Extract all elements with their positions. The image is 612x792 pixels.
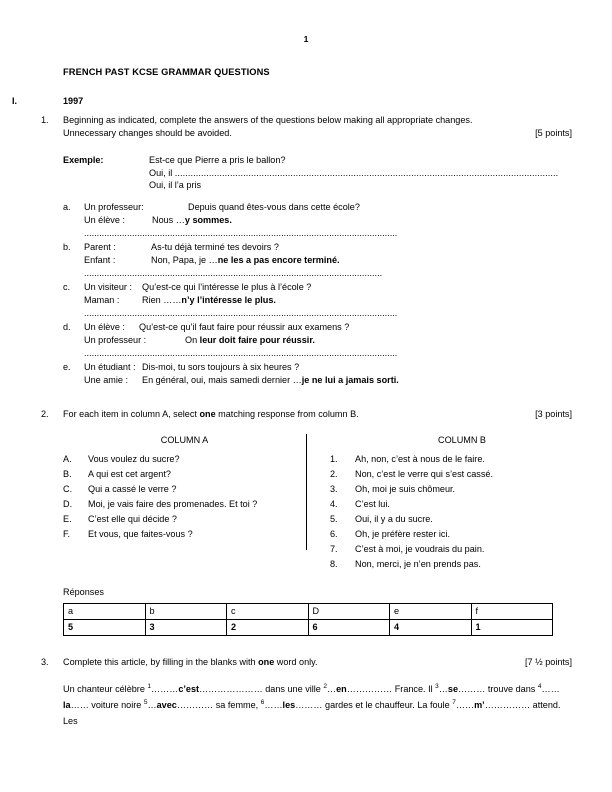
reponses-label: Réponses	[63, 586, 104, 597]
item-a-say-2-plain: Nous …	[152, 214, 185, 225]
item-c-letter: c.	[63, 282, 71, 293]
article-dots-6b: ………	[295, 700, 323, 710]
column-a-header: COLUMN A	[160, 434, 209, 445]
article-dots-4a: ……	[541, 684, 560, 695]
answer-value-a: 5	[64, 620, 146, 636]
list-item	[330, 513, 612, 526]
list-item	[330, 543, 612, 556]
article-dots-7a: ……	[455, 700, 475, 710]
question-2-number: 2.	[41, 409, 49, 420]
question-1-points: [5 points]	[535, 127, 572, 138]
item-e-say-1: Dis-moi, tu sors toujours à six heures ?	[142, 362, 300, 373]
article-dots-3b: ………	[458, 684, 486, 695]
item-d-speaker-1: Un élève :	[84, 322, 125, 333]
column-b-text-1: Non, c’est le verre qui s’est cassé.	[355, 468, 493, 479]
section-year: 1997	[63, 95, 84, 106]
column-b-text-2: Oh, moi je suis chômeur.	[355, 483, 456, 494]
column-a-key-5: F.	[63, 528, 71, 539]
item-e-say-2-bold: je ne lui a jamais sorti.	[301, 374, 399, 385]
column-b-text-7: Non, merci, je n’en prends pas.	[355, 558, 481, 569]
item-b-speaker-2: Enfant :	[84, 254, 116, 265]
article-sup-5: 5	[143, 698, 148, 706]
item-b-say-1: As-tu déjà terminé tes devoirs ?	[151, 242, 279, 253]
column-b-text-4: Oui, il y a du sucre.	[355, 513, 433, 524]
article-dots-1a: ………	[151, 684, 179, 695]
column-a-key-2: C.	[63, 483, 73, 494]
article-answer-5: avec	[156, 700, 177, 710]
answer-header-e: e	[390, 604, 472, 620]
item-e-letter-spacer	[63, 374, 84, 387]
exemple-block	[63, 154, 612, 192]
question-1-number: 1.	[41, 115, 49, 126]
item-b-say-2-bold: ne les a pas encore terminé.	[217, 254, 340, 265]
question-3-prompt-post: word only.	[274, 656, 318, 667]
article-seg-p7: gardes et le chauffeur. La foule	[322, 700, 453, 710]
question-2	[0, 408, 612, 421]
question-1	[0, 114, 612, 139]
column-a-text-4: C’est elle qui décide ?	[88, 513, 177, 524]
article-dots-1b: …………………	[199, 684, 263, 695]
article-sup-7: 7	[452, 698, 456, 706]
question-2-prompt-bold: one	[199, 409, 216, 420]
document-title: FRENCH PAST KCSE GRAMMAR QUESTIONS	[63, 66, 270, 77]
item-b-say-2-plain: Non, Papa, je …	[151, 254, 218, 265]
article-dots-3a: …	[438, 684, 448, 695]
answer-header-f: f	[471, 604, 553, 620]
article-cloze-text	[63, 682, 572, 730]
column-b-key-4: 5.	[330, 513, 338, 524]
column-a-text-5: Et vous, que faites-vous ?	[88, 528, 193, 539]
article-seg-p6: sa femme,	[213, 700, 261, 710]
columns-header-row	[63, 434, 612, 447]
item-a-letter-spacer	[63, 214, 84, 227]
column-b-list	[306, 453, 612, 573]
column-b-text-5: Oh, je préfère rester ici.	[355, 528, 451, 539]
column-a-key-4: E.	[63, 513, 72, 524]
question-1-line1: Beginning as indicated, complete the answers of the questions below making all appropriate changes.	[63, 115, 473, 126]
article-dots-5b: …………	[176, 700, 214, 710]
list-item	[330, 558, 612, 571]
answer-header-a: a	[64, 604, 146, 620]
list-item	[330, 528, 612, 541]
section-heading	[0, 95, 612, 108]
article-dots-7b: ……………	[484, 700, 531, 710]
article-dots-2b: ……………	[346, 684, 393, 695]
answer-value-f: 1	[471, 620, 553, 636]
column-a-key-3: D.	[63, 498, 73, 509]
item-a-speaker-2: Un élève :	[84, 214, 125, 225]
question-3-prompt-bold: one	[258, 656, 275, 667]
item-d-letter: d.	[63, 322, 71, 333]
article-dots-5a: …	[147, 700, 157, 710]
list-item	[330, 468, 612, 481]
item-d-say-2	[152, 334, 612, 347]
column-b-key-5: 6.	[330, 528, 338, 539]
answer-value-b: 3	[145, 620, 227, 636]
article-answer-2: en	[336, 684, 347, 695]
exemple-spacer	[63, 167, 149, 180]
column-a-text-2: Qui a cassé le verre ?	[88, 483, 177, 494]
column-b-key-3: 4.	[330, 498, 338, 509]
article-sup-3: 3	[435, 683, 439, 691]
item-d-letter-spacer	[63, 334, 84, 347]
column-a-text-0: Vous voulez du sucre?	[88, 453, 180, 464]
item-b-letter: b.	[63, 242, 71, 253]
column-b-key-0: 1.	[330, 453, 338, 464]
item-b-letter-spacer	[63, 254, 84, 267]
item-e-say-2	[142, 374, 612, 387]
column-b-key-1: 2.	[330, 468, 338, 479]
column-b-text-0: Ah, non, c’est à nous de le faire.	[355, 453, 485, 464]
answers-table	[63, 603, 553, 635]
item-d-say-1: Qu’est-ce qu’il faut faire pour réussir aux examens ?	[139, 322, 350, 333]
list-item	[63, 483, 306, 496]
question-2-prompt-pre: For each item in column A, select	[63, 409, 200, 420]
list-item	[330, 483, 612, 496]
question-3-points: [7 ½ points]	[524, 656, 572, 667]
item-e-say-2-plain: En général, oui, mais samedi dernier …	[142, 374, 302, 385]
exemple-label: Exemple:	[63, 155, 104, 166]
column-divider-rule	[306, 434, 307, 550]
item-d-say-2-plain: On	[185, 334, 200, 345]
answer-value-d: 6	[308, 620, 390, 636]
article-dots-6a: ……	[264, 700, 283, 710]
table-row	[64, 620, 553, 636]
exemple-blank-dots: ..................................................................................................................................................	[174, 167, 559, 178]
column-b-key-2: 3.	[330, 483, 338, 494]
item-c-say-2-plain: Rien ……	[142, 294, 182, 305]
question-3	[0, 656, 612, 669]
matching-columns	[63, 453, 612, 573]
item-b-speaker-1: Parent :	[84, 242, 116, 253]
exemple-blank-line	[149, 167, 612, 180]
item-e-speaker-2: Une amie :	[84, 374, 128, 385]
question-1-items	[63, 201, 612, 386]
item-e-speaker-1: Un étudiant :	[84, 362, 136, 373]
article-answer-4: la	[63, 700, 71, 710]
item-c-letter-spacer	[63, 294, 84, 307]
question-2-points: [3 points]	[535, 409, 572, 420]
question-3-prompt-pre: Complete this article, by filling in the blanks with	[63, 656, 259, 667]
exemple-blank-prefix: Oui, il	[149, 167, 175, 178]
article-seg-p8: attend. Les	[63, 700, 561, 726]
list-item	[330, 498, 612, 511]
column-a-key-0: A.	[63, 453, 72, 464]
article-seg-p1: Un chanteur célèbre	[63, 684, 148, 695]
article-dots-4b: ……	[70, 700, 89, 710]
item-e-letter: e.	[63, 362, 71, 373]
column-b-key-7: 8.	[330, 558, 338, 569]
page-number: 1	[303, 34, 309, 44]
column-a-text-3: Moi, je vais faire des promenades. Et toi ?	[88, 498, 258, 509]
answer-value-c: 2	[227, 620, 309, 636]
column-a-key-1: B.	[63, 468, 72, 479]
article-answer-6: les	[282, 700, 296, 710]
article-sup-1: 1	[147, 683, 152, 691]
question-2-prompt-post: matching response from column B.	[215, 409, 359, 420]
item-a-say-2-bold: y sommes.	[184, 214, 232, 225]
item-a	[63, 201, 612, 239]
item-b-say-2	[130, 254, 612, 267]
question-3-number: 3.	[41, 656, 49, 667]
exemple-answer: Oui, il l’a pris	[149, 180, 202, 191]
item-b-divider: ......................................................................................................................	[84, 268, 383, 279]
item-a-say-2	[152, 214, 612, 227]
article-sup-6: 6	[260, 698, 265, 706]
exemple-question: Est-ce que Pierre a pris le ballon?	[149, 155, 286, 166]
article-sup-2: 2	[323, 683, 328, 691]
item-c-speaker-2: Maman :	[84, 294, 120, 305]
answer-header-b: b	[145, 604, 227, 620]
article-answer-3: se	[447, 684, 459, 695]
item-c-say-1: Qu’est-ce qui l’intéresse le plus à l’école ?	[142, 282, 312, 293]
answer-value-e: 4	[390, 620, 472, 636]
list-item	[63, 498, 306, 511]
article-answer-7: m’	[474, 700, 485, 710]
article-seg-p5: voiture noire	[88, 700, 144, 710]
question-1-line2: Unnecessary changes should be avoided.	[63, 127, 232, 138]
item-d-divider: ............................................................................................................................	[84, 348, 398, 359]
table-row	[64, 604, 553, 620]
list-item	[63, 513, 306, 526]
item-e	[63, 361, 612, 386]
item-a-say-1: Depuis quand êtes-vous dans cette école?	[188, 201, 360, 212]
article-sup-4: 4	[537, 683, 542, 691]
article-seg-p4: trouve dans	[485, 684, 538, 695]
item-a-speaker-1: Un professeur:	[84, 201, 144, 212]
column-b-key-6: 7.	[330, 543, 338, 554]
question-3-prompt	[63, 656, 318, 669]
exemple-spacer-2	[63, 179, 149, 192]
answer-header-c: c	[227, 604, 309, 620]
column-b-text-6: C’est à moi, je voudrais du pain.	[355, 543, 485, 554]
column-b-header: COLUMN B	[438, 434, 486, 445]
item-d	[63, 321, 612, 359]
item-d-speaker-2: Un professeur :	[84, 334, 147, 345]
item-c	[63, 281, 612, 319]
list-item	[63, 528, 306, 541]
article-answer-1: c’est	[178, 684, 200, 695]
column-a-text-1: A qui est cet argent?	[88, 468, 171, 479]
item-c-say-2	[142, 294, 612, 307]
item-c-divider: ............................................................................................................................	[84, 308, 398, 319]
list-item	[63, 453, 306, 466]
column-a-list	[63, 453, 306, 573]
list-item	[330, 453, 612, 466]
section-roman-numeral: I.	[12, 95, 18, 106]
item-c-speaker-1: Un visiteur :	[84, 282, 133, 293]
answer-header-d: D	[308, 604, 390, 620]
article-dots-2a: …	[327, 684, 337, 695]
item-c-say-2-bold: n’y l’intéresse le plus.	[181, 294, 276, 305]
item-b	[63, 241, 612, 279]
article-seg-p2: dans une ville	[262, 684, 324, 695]
question-2-prompt	[63, 408, 359, 421]
item-d-say-2-bold: leur doit faire pour réussir.	[199, 334, 315, 345]
column-b-text-3: C’est lui.	[355, 498, 390, 509]
article-seg-p3: France. Il	[392, 684, 436, 695]
item-a-divider: ............................................................................................................................	[84, 228, 398, 239]
item-a-letter: a.	[63, 201, 71, 212]
list-item	[63, 468, 306, 481]
